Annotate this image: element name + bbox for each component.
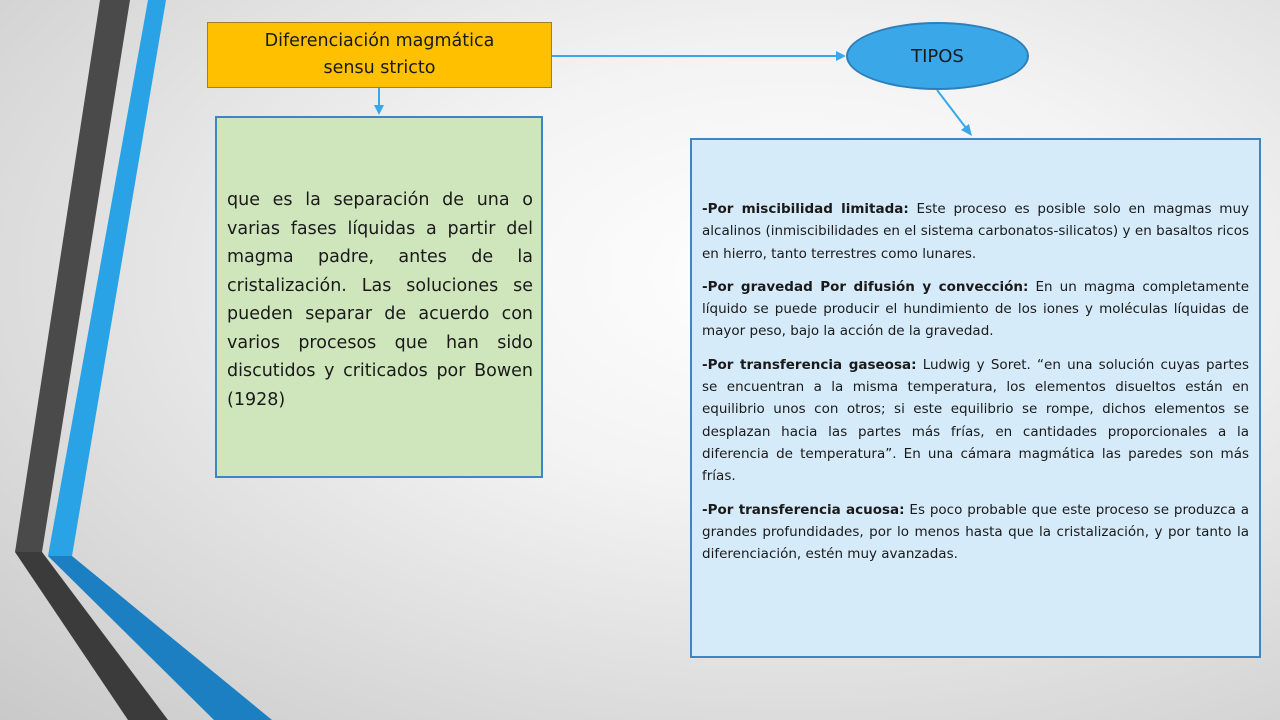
definition-text: que es la separación de una o varias fases líquidas a partir del magma padre, antes de la cristalización. Las soluciones se pueden separar de acuerdo con varios procesos que han sido discutidos y criticados por Bowen (1928): [227, 190, 533, 410]
type-item: [702, 354, 1249, 488]
type-heading: -Por transferencia gaseosa:: [702, 356, 917, 373]
type-text: Ludwig y Soret. “en una solución cuyas partes se encuentran a la misma temperatura, los elementos disueltos están en equilibrio unos con otros; si este equilibrio se rompe, dichos elementos se desplazan hacia las partes más frías, en cantidades proporcionales a la diferencia de temperatura”. En una cámara magmática las paredes son más frías.: [702, 356, 1249, 485]
type-text: Este proceso es posible solo en magmas muy alcalinos (inmiscibilidades en el sistema carbonatos-silicatos) y en basaltos ricos en hierro, tanto terrestres como lunares.: [702, 201, 1250, 262]
title-line-1: Diferenciación magmática: [264, 31, 495, 51]
title-box: [207, 22, 552, 88]
types-node: [846, 22, 1029, 90]
definition-box: [215, 116, 543, 478]
type-item: [702, 198, 1249, 265]
type-heading: -Por transferencia acuosa:: [702, 501, 905, 518]
type-heading: -Por miscibilidad limitada:: [702, 201, 909, 217]
arrowhead-tipos: [836, 51, 846, 61]
arrowhead-definition: [374, 105, 384, 115]
connector-tipos-to-types: [937, 90, 966, 128]
types-node-label: TIPOS: [911, 45, 964, 67]
type-item: [702, 276, 1249, 343]
types-box: [690, 138, 1261, 658]
arrowhead-types: [961, 124, 972, 136]
type-text: Es poco probable que este proceso se produzca a grandes profundidades, por lo menos hasta que la cristalización, y por tanto la diferenciación, estén muy avanzadas.: [702, 501, 1249, 563]
type-item: [702, 499, 1249, 566]
type-text: En un magma completamente líquido se puede producir el hundimiento de los iones y moléculas líquidas de mayor peso, bajo la acción de la gravedad.: [702, 278, 1249, 340]
title-line-2: sensu stricto: [323, 58, 436, 78]
type-heading: -Por gravedad Por difusión y convección:: [702, 278, 1029, 295]
